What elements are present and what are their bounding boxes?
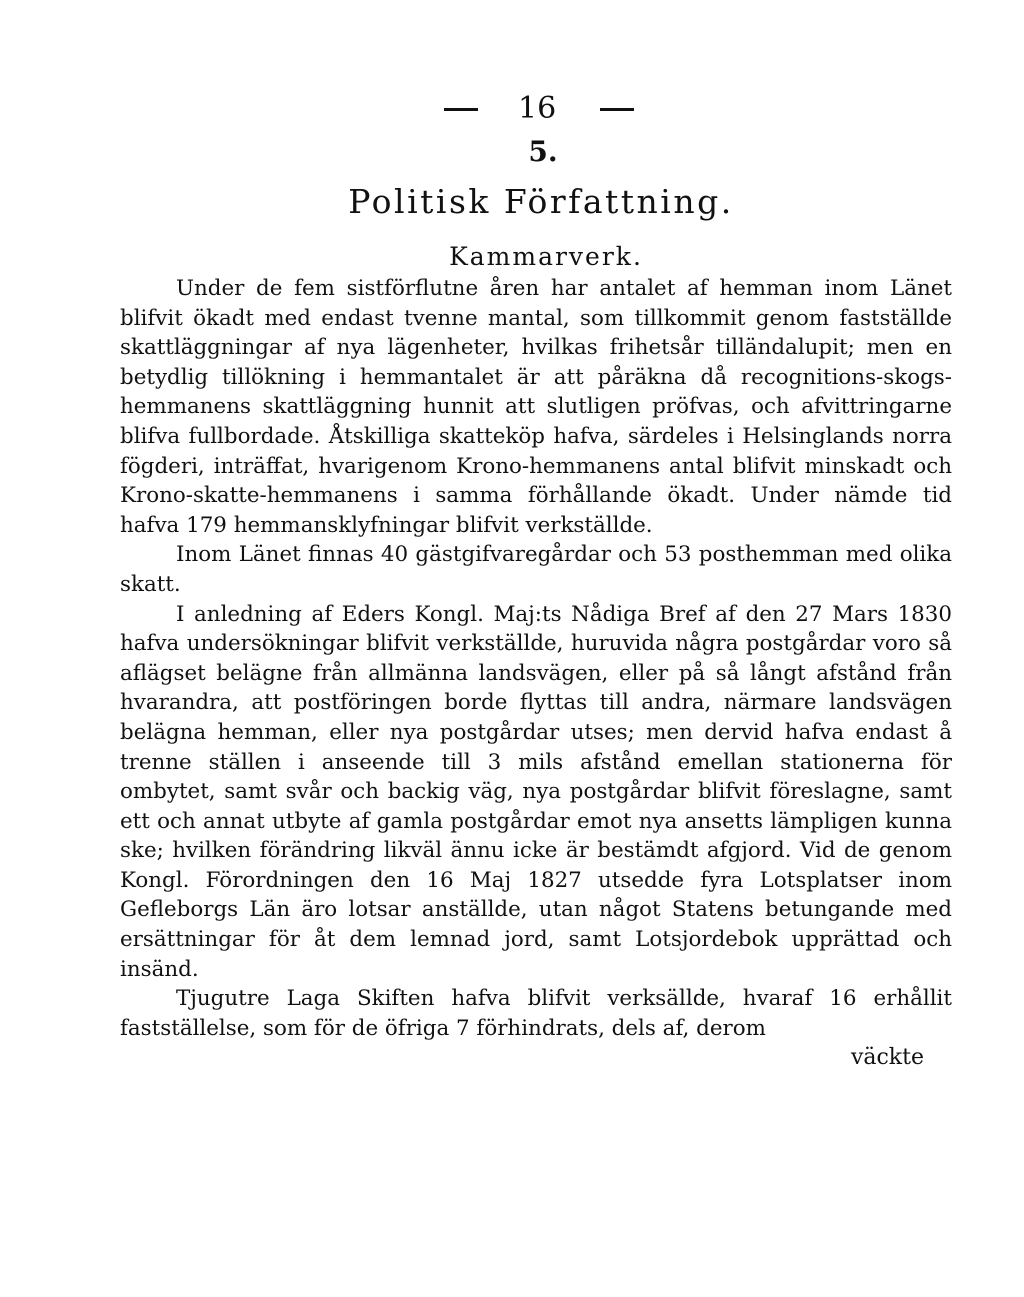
- section-title: Politisk Författning.: [348, 182, 734, 221]
- catchword: väckte: [850, 1045, 924, 1071]
- section-number: 5.: [528, 135, 558, 168]
- page-number: 16: [518, 91, 557, 126]
- section-subtitle: Kammarverk.: [449, 242, 643, 271]
- body-text: [120, 274, 952, 1043]
- running-header: [120, 92, 952, 128]
- page-content: [120, 92, 952, 1073]
- header-dash-left: [444, 108, 478, 111]
- header-dash-right: [600, 108, 634, 111]
- paragraph-laga-skiften: Tjugutre Laga Skiften hafva blifvit verksällde, hvaraf 16 erhållit fastställelse, som för de öfriga 7 förhindrats, dels af, derom: [120, 986, 952, 1041]
- paragraph-postgardar: I anledning af Eders Kongl. Maj:ts Nådiga Bref af den 27 Mars 1830 hafva undersökningar blifvit verkställde, huruvida några postgårdar voro så aflägset belägne från allmänna landsvägen, eller på så långt afstånd från hvarandra, att postföringen borde flyttas till andra, närmare landsvägen belägna hemman, eller nya postgårdar utses; men dervid hafva endast å trenne ställen i anseende till 3 mils afstånd emellan stationerna för ombytet, samt svår och backig väg, nya postgårdar blifvit föreslagne, samt ett och annat utbyte af gamla postgårdar emot nya ansetts lämpligen kunna ske; hvilken förändring likväl ännu icke är bestämdt afgjord. Vid de genom Kongl. Förordningen den 16 Maj 1827 utsedde fyra Lotsplatser inom Gefleborgs Län äro lotsar anställde, utan något Statens betungande med ersättningar för åt dem lemnad jord, samt Lotsjordebok upprättad och insänd.: [120, 601, 952, 982]
- paragraph-gastgifvaregardar: Inom Länet finnas 40 gästgifvaregårdar och 53 posthemman med olika skatt.: [120, 542, 952, 597]
- paragraph-kammarverk: Under de fem sistförflutne åren har antalet af hemman inom Länet blifvit ökadt med endast tvenne mantal, som tillkommit genom fastställde skattläggningar af nya lägenheter, hvilkas frihetsår tilländalupit; men en betydlig tillökning i hemmantalet är att påräkna då recognitions-skogs-hemmanens skattläggning hunnit att slutligen pröfvas, och afvittringarne blifva fullbordade. Åtskilliga skatteköp hafva, särdeles i Helsinglands norra fögderi, inträffat, hvarigenom Krono-hemmanens antal blifvit minskadt och Krono-skatte-hemmanens i samma förhållande ökadt. Under nämde tid hafva 179 hemmansklyfningar blifvit verkställde.: [120, 276, 952, 538]
